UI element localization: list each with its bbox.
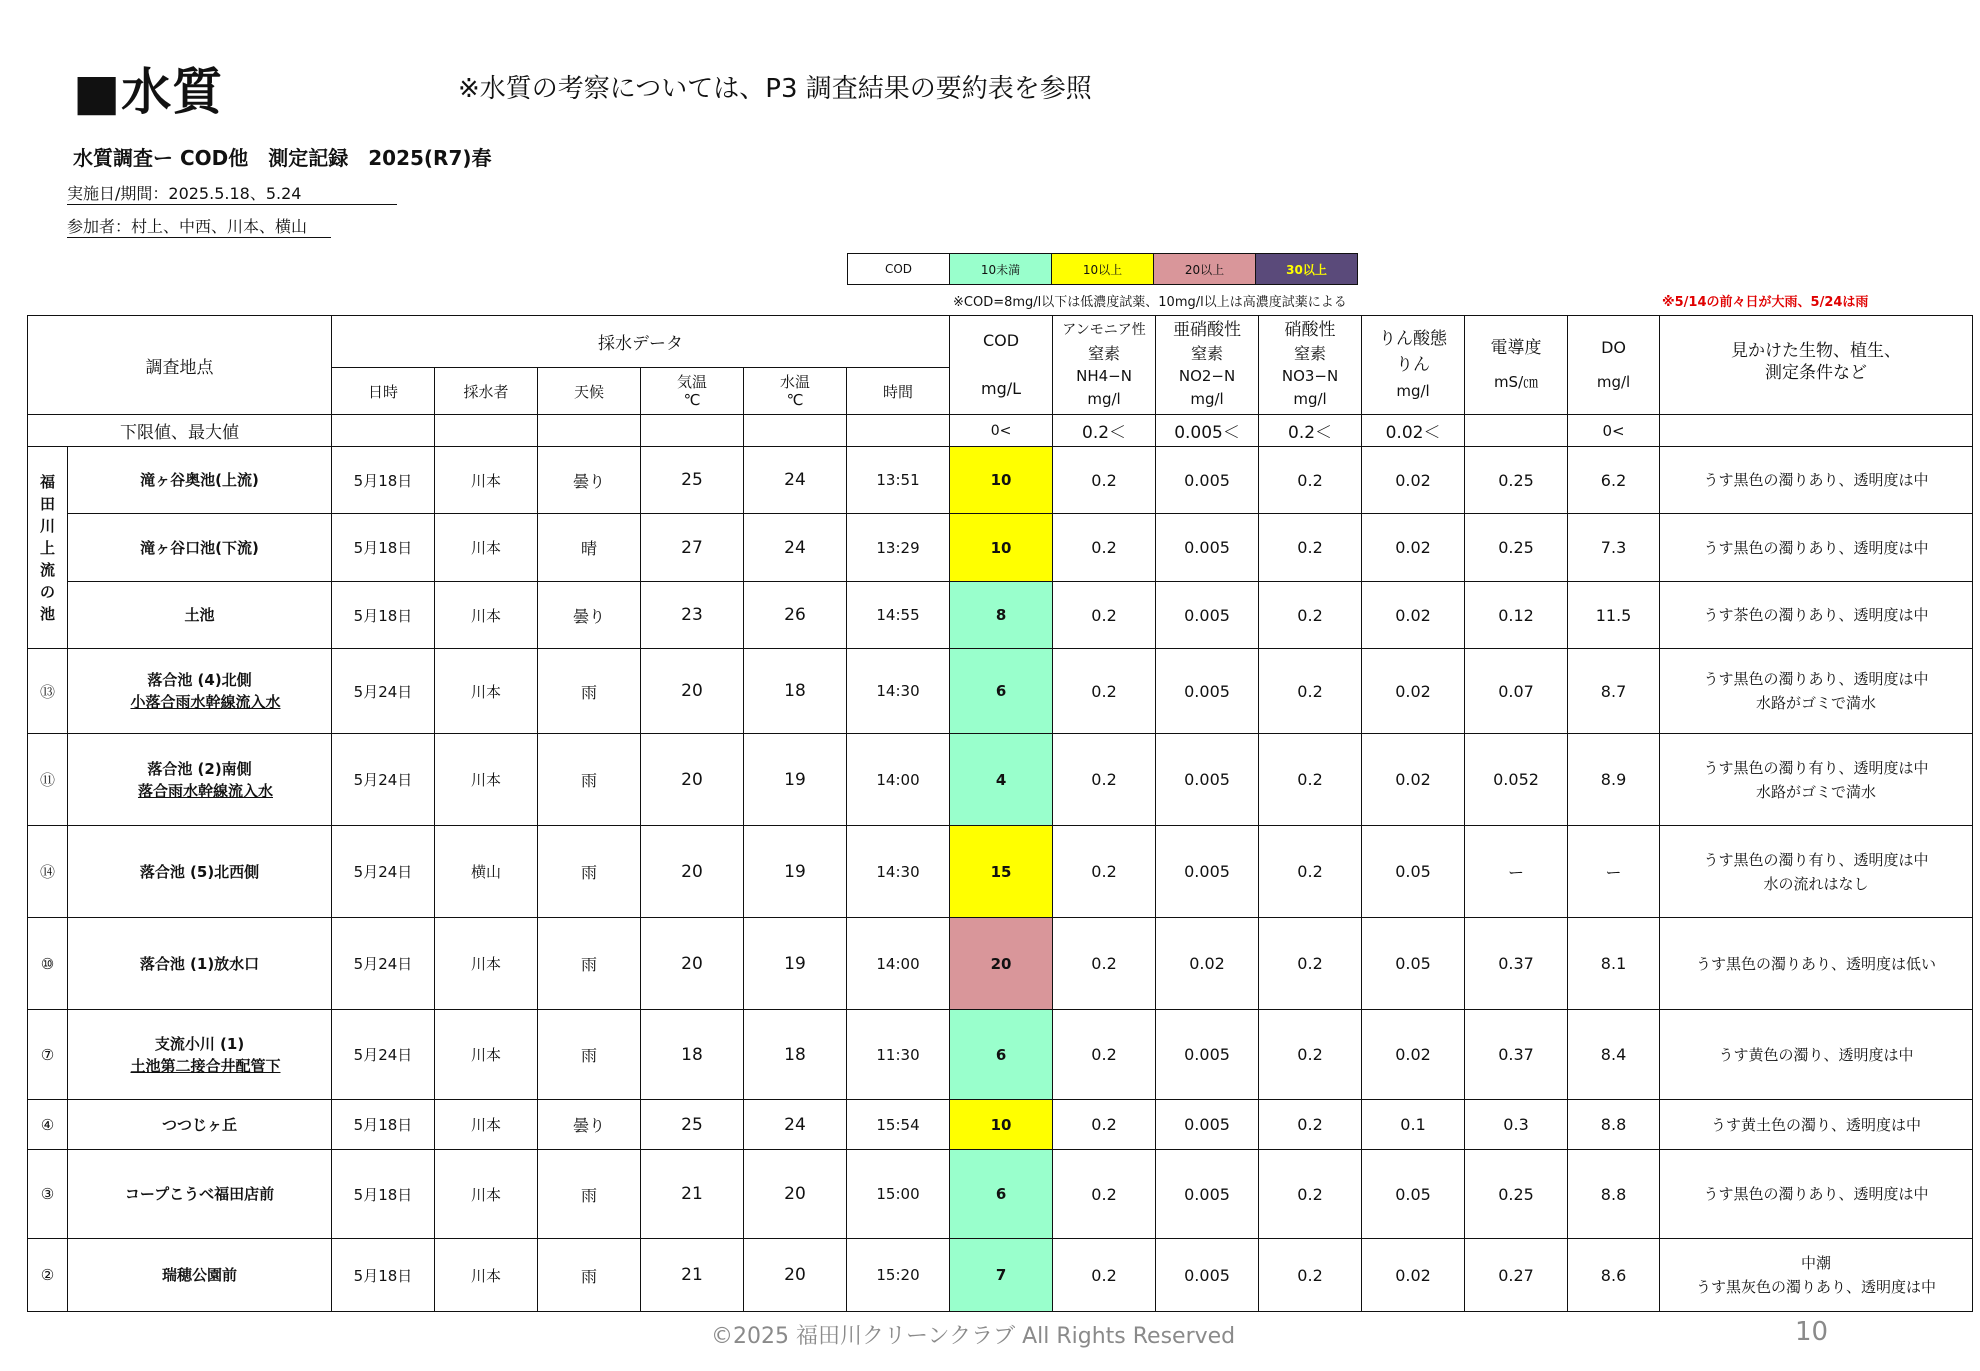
cod-value: 10 xyxy=(950,514,1053,582)
observation-note-l1: うす黄土色の濁り、透明度は中 xyxy=(1711,1115,1922,1134)
no3-value: 0.2 xyxy=(1259,1010,1362,1100)
nh4-value: 0.2 xyxy=(1053,918,1156,1010)
limits-empty-cell xyxy=(332,415,435,447)
cod-value: 10 xyxy=(950,1100,1053,1150)
site-name xyxy=(68,514,332,582)
cod-value: 6 xyxy=(950,649,1053,734)
table-row xyxy=(28,582,1973,649)
no3-value: 0.2 xyxy=(1259,649,1362,734)
site-number: ⑪ xyxy=(28,734,68,826)
weather: 曇り xyxy=(538,582,641,649)
water-temp: 24 xyxy=(744,514,847,582)
ec-value: 0.12 xyxy=(1465,582,1568,649)
observation-note xyxy=(1660,1100,1973,1150)
sample-time: 14:30 xyxy=(847,826,950,918)
limits-empty-cell xyxy=(744,415,847,447)
weather: 雨 xyxy=(538,918,641,1010)
header-do-l1: DO xyxy=(1601,338,1626,357)
po4-value: 0.02 xyxy=(1362,582,1465,649)
site-name-main: 落合池 (2)南側 xyxy=(147,759,252,778)
sample-time: 13:51 xyxy=(847,447,950,514)
cod-value: 6 xyxy=(950,1150,1053,1239)
water-temp: 18 xyxy=(744,1010,847,1100)
no2-value: 0.005 xyxy=(1156,582,1259,649)
site-name-sub: 土池第二接合井配管下 xyxy=(130,1056,281,1075)
po4-value: 0.02 xyxy=(1362,1010,1465,1100)
no2-value: 0.005 xyxy=(1156,826,1259,918)
table-row xyxy=(28,649,1973,734)
nh4-value: 0.2 xyxy=(1053,1010,1156,1100)
do-value: 11.5 xyxy=(1568,582,1660,649)
observation-note-l1: うす黄色の濁り、透明度は中 xyxy=(1718,1045,1914,1064)
header-do-l2: mg/l xyxy=(1596,373,1631,391)
site-number: ② xyxy=(28,1239,68,1312)
nh4-value: 0.2 xyxy=(1053,1100,1156,1150)
header-cod-unit: mg/L xyxy=(981,379,1022,398)
do-value: 8.8 xyxy=(1568,1150,1660,1239)
legend-label: COD xyxy=(848,254,950,285)
air-temp: 20 xyxy=(641,918,744,1010)
sampler: 川本 xyxy=(435,734,538,826)
header-site: 調査地点 xyxy=(28,316,332,415)
header-po4-l3: mg/l xyxy=(1396,382,1430,400)
legend-item-over30: 30以上 xyxy=(1256,254,1358,285)
observation-note-l1: うす黒色の濁りあり、透明度は中 xyxy=(1703,471,1929,489)
header-sampler: 採水者 xyxy=(435,368,538,415)
cod-value: 6 xyxy=(950,1010,1053,1100)
observation-note-l1: うす黒色の濁りあり、透明度は中 xyxy=(1703,670,1929,688)
header-date: 日時 xyxy=(332,368,435,415)
no3-value: 0.2 xyxy=(1259,918,1362,1010)
header-no2-l4: mg/l xyxy=(1190,390,1224,408)
table-row xyxy=(28,514,1973,582)
sample-time: 15:20 xyxy=(847,1239,950,1312)
header-notes-l2: 測定条件など xyxy=(1765,363,1868,383)
header-cod-label: COD xyxy=(982,331,1020,350)
page-title: ■水質 xyxy=(73,63,224,121)
header-sampling: 採水データ xyxy=(332,316,950,368)
group-label-char: 池 xyxy=(39,604,55,623)
water-temp: 19 xyxy=(744,734,847,826)
sample-date: 5月18日 xyxy=(332,582,435,649)
observation-note-l2: 水の流れはなし xyxy=(1763,874,1869,893)
legend-item-over20: 20以上 xyxy=(1154,254,1256,285)
observation-note xyxy=(1660,1239,1973,1312)
po4-value: 0.1 xyxy=(1362,1100,1465,1150)
observation-note xyxy=(1660,582,1973,649)
po4-value: 0.02 xyxy=(1362,734,1465,826)
no2-value: 0.005 xyxy=(1156,649,1259,734)
ec-value: 0.27 xyxy=(1465,1239,1568,1312)
nh4-value: 0.2 xyxy=(1053,826,1156,918)
header-nh4-l1: アンモニア性 xyxy=(1062,322,1146,338)
do-value: ー xyxy=(1568,826,1660,918)
cod-value: 8 xyxy=(950,582,1053,649)
water-quality-table xyxy=(27,315,1973,1312)
air-temp: 21 xyxy=(641,1150,744,1239)
observation-note xyxy=(1660,514,1973,582)
no2-value: 0.005 xyxy=(1156,1239,1259,1312)
site-name-main: 土池 xyxy=(184,606,215,624)
ec-value: 0.3 xyxy=(1465,1100,1568,1150)
group-label-char: 田 xyxy=(39,494,55,513)
observation-note-l1: うす黒色の濁りあり、透明度は中 xyxy=(1703,538,1929,557)
header-nh4 xyxy=(1053,316,1156,415)
water-temp: 20 xyxy=(744,1239,847,1312)
po4-value: 0.02 xyxy=(1362,514,1465,582)
table-row xyxy=(28,1239,1973,1312)
header-no3-l4: mg/l xyxy=(1293,390,1327,408)
table-subtitle: 水質調査ー COD他 測定記録 2025(R7)春 xyxy=(73,146,492,170)
site-name xyxy=(68,1239,332,1312)
site-name-sub: 小落合雨水幹線流入水 xyxy=(130,693,281,711)
ec-value: 0.25 xyxy=(1465,447,1568,514)
observation-note-l1: うす黒色の濁りあり、透明度は低い xyxy=(1696,954,1937,973)
site-name xyxy=(68,1010,332,1100)
header-time: 時間 xyxy=(847,368,950,415)
do-value: 8.9 xyxy=(1568,734,1660,826)
nh4-value: 0.2 xyxy=(1053,734,1156,826)
site-number: ⑩ xyxy=(28,918,68,1010)
site-name-main: 滝ヶ谷口池(下流) xyxy=(140,538,259,557)
sample-date: 5月24日 xyxy=(332,1010,435,1100)
nh4-value: 0.2 xyxy=(1053,514,1156,582)
site-name xyxy=(68,582,332,649)
weather: 雨 xyxy=(538,1010,641,1100)
po4-value: 0.05 xyxy=(1362,1150,1465,1239)
sample-date: 5月24日 xyxy=(332,826,435,918)
site-name xyxy=(68,1150,332,1239)
group-label xyxy=(28,447,68,649)
observation-note xyxy=(1660,649,1973,734)
observation-note xyxy=(1660,826,1973,918)
limit-cod: 0< xyxy=(950,415,1053,447)
cod-value: 15 xyxy=(950,826,1053,918)
sample-time: 13:29 xyxy=(847,514,950,582)
site-name-main: 滝ヶ谷奥池(上流) xyxy=(140,471,259,489)
header-notes-l1: 見かけた生物、植生、 xyxy=(1731,341,1902,361)
po4-value: 0.05 xyxy=(1362,918,1465,1010)
limits-empty-cell xyxy=(1660,415,1973,447)
sampler: 川本 xyxy=(435,447,538,514)
observation-note-l1: うす黒色の濁りあり、透明度は中 xyxy=(1703,1185,1929,1203)
ec-value: 0.07 xyxy=(1465,649,1568,734)
table-row xyxy=(28,826,1973,918)
no2-value: 0.005 xyxy=(1156,514,1259,582)
no2-value: 0.005 xyxy=(1156,734,1259,826)
site-number: ③ xyxy=(28,1150,68,1239)
cod-value: 10 xyxy=(950,447,1053,514)
site-number: ④ xyxy=(28,1100,68,1150)
limit-no2: 0.005＜ xyxy=(1156,415,1259,447)
header-do xyxy=(1568,316,1660,415)
cod-value: 4 xyxy=(950,734,1053,826)
sample-date: 5月18日 xyxy=(332,1100,435,1150)
table-row xyxy=(28,1010,1973,1100)
do-value: 8.6 xyxy=(1568,1239,1660,1312)
sample-time: 11:30 xyxy=(847,1010,950,1100)
nh4-value: 0.2 xyxy=(1053,447,1156,514)
no2-value: 0.02 xyxy=(1156,918,1259,1010)
sample-date: 5月24日 xyxy=(332,649,435,734)
header-water-temp-unit: ℃ xyxy=(786,391,804,409)
header-no3-l2: 窒素 xyxy=(1294,344,1327,363)
weather: 晴 xyxy=(538,514,641,582)
site-name xyxy=(68,447,332,514)
header-weather: 天候 xyxy=(538,368,641,415)
header-no3-l3: NO3−N xyxy=(1281,367,1339,385)
header-po4-l1: りん酸態 xyxy=(1379,329,1448,349)
sample-date: 5月18日 xyxy=(332,1239,435,1312)
sample-time: 15:54 xyxy=(847,1100,950,1150)
header-no3 xyxy=(1259,316,1362,415)
observation-note-l1: うす黒色の濁り有り、透明度は中 xyxy=(1703,850,1929,869)
no3-value: 0.2 xyxy=(1259,1150,1362,1239)
sample-date: 5月18日 xyxy=(332,514,435,582)
water-temp: 20 xyxy=(744,1150,847,1239)
observation-note xyxy=(1660,447,1973,514)
sampler: 川本 xyxy=(435,1239,538,1312)
sample-date: 5月24日 xyxy=(332,918,435,1010)
do-value: 8.1 xyxy=(1568,918,1660,1010)
site-name xyxy=(68,734,332,826)
no2-value: 0.005 xyxy=(1156,1150,1259,1239)
header-ec-l1: 電導度 xyxy=(1490,338,1542,358)
sample-time: 14:30 xyxy=(847,649,950,734)
header-po4-l2: りん xyxy=(1396,355,1431,375)
site-name-main: 落合池 (4)北側 xyxy=(147,671,252,689)
air-temp: 25 xyxy=(641,1100,744,1150)
observation-note-l1: 中潮 xyxy=(1801,1254,1832,1272)
no3-value: 0.2 xyxy=(1259,826,1362,918)
header-air-temp-unit: ℃ xyxy=(683,391,701,409)
header-no3-l1: 硝酸性 xyxy=(1284,320,1336,340)
no2-value: 0.005 xyxy=(1156,447,1259,514)
sampler: 川本 xyxy=(435,1010,538,1100)
header-nh4-l2: 窒素 xyxy=(1088,344,1121,363)
table-row xyxy=(28,447,1973,514)
weather: 曇り xyxy=(538,447,641,514)
po4-value: 0.02 xyxy=(1362,649,1465,734)
site-name xyxy=(68,826,332,918)
water-temp: 24 xyxy=(744,1100,847,1150)
air-temp: 21 xyxy=(641,1239,744,1312)
no3-value: 0.2 xyxy=(1259,582,1362,649)
site-number: ⑬ xyxy=(28,649,68,734)
observation-note xyxy=(1660,734,1973,826)
group-label-char: 上 xyxy=(39,538,55,557)
water-temp: 24 xyxy=(744,447,847,514)
no3-value: 0.2 xyxy=(1259,1239,1362,1312)
observation-note-l1: うす黒色の濁り有り、透明度は中 xyxy=(1703,758,1929,777)
site-name xyxy=(68,1100,332,1150)
limit-po4: 0.02＜ xyxy=(1362,415,1465,447)
do-value: 7.3 xyxy=(1568,514,1660,582)
group-label-char: 流 xyxy=(39,560,55,579)
air-temp: 20 xyxy=(641,826,744,918)
table-row xyxy=(28,1150,1973,1239)
header-po4 xyxy=(1362,316,1465,415)
limits-empty-cell xyxy=(538,415,641,447)
header-nh4-l3: NH4−N xyxy=(1076,367,1132,385)
header-air-temp xyxy=(641,368,744,415)
sample-time: 14:00 xyxy=(847,918,950,1010)
header-ec xyxy=(1465,316,1568,415)
ec-value: ー xyxy=(1465,826,1568,918)
air-temp: 25 xyxy=(641,447,744,514)
header-air-temp-label: 気温 xyxy=(676,373,707,391)
no3-value: 0.2 xyxy=(1259,734,1362,826)
air-temp: 27 xyxy=(641,514,744,582)
sampler: 川本 xyxy=(435,918,538,1010)
date-line: 実施日/期間：2025.5.18、5.24 xyxy=(67,181,397,205)
reference-note: ※水質の考察については、P3 調査結果の要約表を参照 xyxy=(458,74,1092,104)
limit-no3: 0.2＜ xyxy=(1259,415,1362,447)
site-name xyxy=(68,918,332,1010)
ec-value: 0.37 xyxy=(1465,1010,1568,1100)
no2-value: 0.005 xyxy=(1156,1100,1259,1150)
site-name-main: 落合池 (1)放水口 xyxy=(139,954,260,973)
table-row xyxy=(28,918,1973,1010)
nh4-value: 0.2 xyxy=(1053,649,1156,734)
legend-item-over10: 10以上 xyxy=(1052,254,1154,285)
do-value: 8.7 xyxy=(1568,649,1660,734)
header-cod xyxy=(950,316,1053,415)
sample-date: 5月18日 xyxy=(332,447,435,514)
header-no2 xyxy=(1156,316,1259,415)
cod-value: 7 xyxy=(950,1239,1053,1312)
limit-nh4: 0.2＜ xyxy=(1053,415,1156,447)
no2-value: 0.005 xyxy=(1156,1010,1259,1100)
water-temp: 19 xyxy=(744,826,847,918)
ec-value: 0.37 xyxy=(1465,918,1568,1010)
water-temp: 26 xyxy=(744,582,847,649)
site-name-main: 支流小川 (1) xyxy=(154,1034,245,1053)
site-name-sub: 落合雨水幹線流入水 xyxy=(137,781,273,800)
observation-note-l2: 水路がゴミで満水 xyxy=(1756,694,1877,712)
air-temp: 20 xyxy=(641,649,744,734)
sample-time: 15:00 xyxy=(847,1150,950,1239)
copyright-footer: ©2025 福田川クリーンクラブ All Rights Reserved xyxy=(711,1324,1236,1349)
header-ec-l2: mS/㎝ xyxy=(1493,373,1539,391)
no3-value: 0.2 xyxy=(1259,447,1362,514)
sampler: 川本 xyxy=(435,1150,538,1239)
sample-date: 5月18日 xyxy=(332,1150,435,1239)
page-number: 10 xyxy=(1795,1317,1829,1347)
site-name-main: 瑞穂公園前 xyxy=(161,1266,237,1284)
limits-empty-cell xyxy=(435,415,538,447)
header-water-temp xyxy=(744,368,847,415)
do-value: 8.8 xyxy=(1568,1100,1660,1150)
weather: 曇り xyxy=(538,1100,641,1150)
header-no2-l3: NO2−N xyxy=(1178,367,1236,385)
ec-value: 0.25 xyxy=(1465,514,1568,582)
water-temp: 19 xyxy=(744,918,847,1010)
observation-note-l1: うす茶色の濁りあり、透明度は中 xyxy=(1703,606,1929,624)
nh4-value: 0.2 xyxy=(1053,1150,1156,1239)
air-temp: 20 xyxy=(641,734,744,826)
legend-item-under10: 10未満 xyxy=(950,254,1052,285)
po4-value: 0.02 xyxy=(1362,447,1465,514)
limits-label: 下限値、最大値 xyxy=(28,415,332,447)
weather: 雨 xyxy=(538,734,641,826)
sampler: 川本 xyxy=(435,649,538,734)
participants-line: 参加者：村上、中西、川本、横山 xyxy=(67,214,331,238)
observation-note xyxy=(1660,1010,1973,1100)
air-temp: 23 xyxy=(641,582,744,649)
header-no2-l1: 亜硝酸性 xyxy=(1173,320,1242,340)
group-label-char: の xyxy=(39,582,55,601)
sample-time: 14:00 xyxy=(847,734,950,826)
sampler: 川本 xyxy=(435,582,538,649)
no3-value: 0.2 xyxy=(1259,1100,1362,1150)
limit-do: 0< xyxy=(1568,415,1660,447)
group-label-char: 福 xyxy=(39,472,55,491)
do-value: 6.2 xyxy=(1568,447,1660,514)
header-notes xyxy=(1660,316,1973,415)
cod-value: 20 xyxy=(950,918,1053,1010)
header-water-temp-label: 水温 xyxy=(779,373,810,391)
site-name-main: 落合池 (5)北西側 xyxy=(139,862,260,881)
site-name-main: コープこうべ福田店前 xyxy=(124,1185,275,1203)
header-no2-l2: 窒素 xyxy=(1191,344,1224,363)
header-nh4-l4: mg/l xyxy=(1087,390,1121,408)
observation-note xyxy=(1660,918,1973,1010)
site-number: ⑭ xyxy=(28,826,68,918)
weather: 雨 xyxy=(538,1150,641,1239)
sampler: 川本 xyxy=(435,514,538,582)
weather: 雨 xyxy=(538,649,641,734)
water-temp: 18 xyxy=(744,649,847,734)
limits-empty-cell xyxy=(847,415,950,447)
weather: 雨 xyxy=(538,826,641,918)
nh4-value: 0.2 xyxy=(1053,1239,1156,1312)
site-name xyxy=(68,649,332,734)
weather: 雨 xyxy=(538,1239,641,1312)
reagent-note: ※COD=8mg/l以下は低濃度試薬、10mg/l以上は高濃度試薬による xyxy=(953,295,1347,310)
po4-value: 0.05 xyxy=(1362,826,1465,918)
limits-empty-cell xyxy=(641,415,744,447)
group-label-char: 川 xyxy=(39,516,55,535)
po4-value: 0.02 xyxy=(1362,1239,1465,1312)
sample-time: 14:55 xyxy=(847,582,950,649)
nh4-value: 0.2 xyxy=(1053,582,1156,649)
observation-note-l2: 水路がゴミで満水 xyxy=(1756,782,1877,801)
ec-value: 0.25 xyxy=(1465,1150,1568,1239)
observation-note xyxy=(1660,1150,1973,1239)
air-temp: 18 xyxy=(641,1010,744,1100)
observation-note-l2: うす黒灰色の濁りあり、透明度は中 xyxy=(1696,1278,1937,1296)
table-row xyxy=(28,734,1973,826)
sampler: 横山 xyxy=(435,826,538,918)
do-value: 8.4 xyxy=(1568,1010,1660,1100)
sampler: 川本 xyxy=(435,1100,538,1150)
site-name-main: つつじヶ丘 xyxy=(161,1115,237,1134)
table-row xyxy=(28,1100,1973,1150)
sample-date: 5月24日 xyxy=(332,734,435,826)
ec-value: 0.052 xyxy=(1465,734,1568,826)
rain-note: ※5/14の前々日が大雨、5/24は雨 xyxy=(1662,295,1869,310)
cod-legend xyxy=(847,253,1358,285)
site-number: ⑦ xyxy=(28,1010,68,1100)
limits-empty-cell xyxy=(1465,415,1568,447)
no3-value: 0.2 xyxy=(1259,514,1362,582)
